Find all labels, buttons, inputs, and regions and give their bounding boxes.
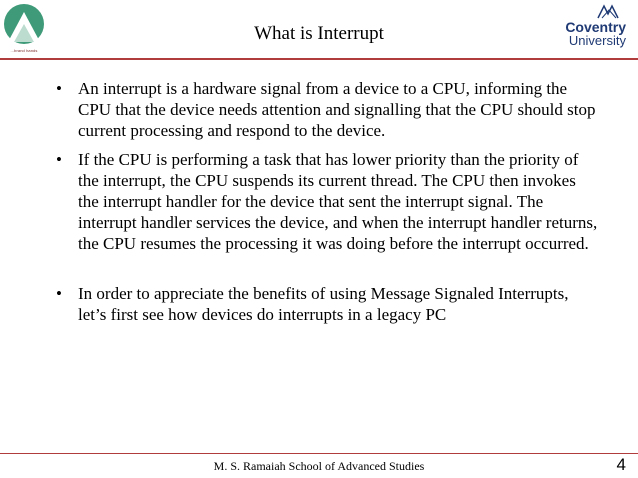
bullet-text: If the CPU is performing a task that has lower priority than the priority of the interrupt, the CPU suspends its current thread. The CPU then invokes the interrupt handler for the device that sent the interrupt signal. The interrupt handler services the device, and when the interrupt handler returns, the CPU resumes the processing it was doing before the interrupt occurred. (78, 150, 598, 253)
university-wordmark: University (568, 33, 626, 48)
elephant-crest-icon (594, 4, 624, 20)
bullet-marker: • (56, 284, 62, 303)
coventry-logo (558, 4, 628, 50)
footer-text: M. S. Ramaiah School of Advanced Studies (213, 459, 425, 473)
mountain-logo-icon (2, 2, 46, 48)
bullet-text: An interrupt is a hardware signal from a device to a CPU, informing the CPU that the device needs attention and signalling that the CPU should stop current processing and respond to the device. (78, 79, 596, 140)
footer-divider (0, 453, 638, 454)
coventry-wordmark: Coventry (565, 19, 626, 35)
bullet-marker: • (56, 79, 62, 98)
ramaiah-logo (2, 2, 46, 58)
logo-caption: ...brand hands (10, 48, 38, 53)
header-divider (0, 58, 638, 60)
bullet-marker: • (56, 150, 62, 169)
page-title: What is Interrupt (254, 23, 384, 44)
bullet-text: In order to appreciate the benefits of using Message Signaled Interrupts, let’s first see how devices do interrupts in a legacy PC (78, 284, 569, 324)
page-number: 4 (616, 455, 626, 474)
